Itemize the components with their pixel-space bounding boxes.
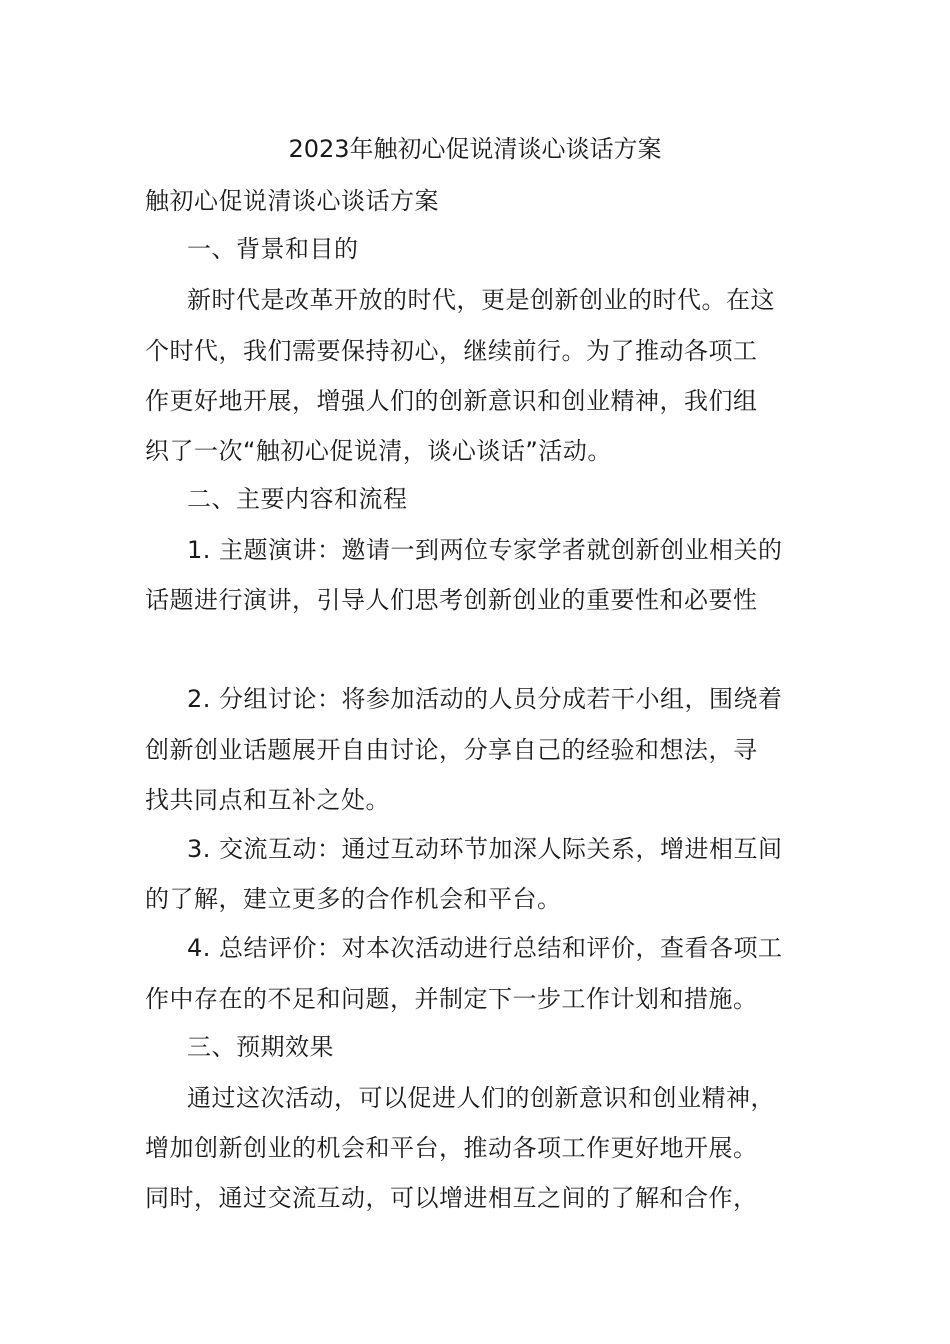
- section-3-heading: 三、预期效果: [187, 1033, 334, 1061]
- paragraph-line: 新时代是改革开放的时代，更是创新创业的时代。在这: [187, 286, 775, 314]
- paragraph-line: 通过这次活动，可以促进人们的创新意识和创业精神，: [187, 1084, 775, 1112]
- paragraph-line: 织了一次“触初心促说清，谈心谈话”活动。: [145, 437, 612, 465]
- section-1-heading: 一、背景和目的: [187, 235, 359, 263]
- list-item-4-line: 4. 总结评价：对本次活动进行总结和评价，查看各项工: [187, 934, 783, 962]
- list-item-3-line: 的了解，建立更多的合作机会和平台。: [145, 885, 562, 913]
- list-item-2-line: 2. 分组讨论：将参加活动的人员分成若干小组，围绕着: [187, 685, 783, 713]
- list-item-2-line: 找共同点和互补之处。: [145, 786, 390, 814]
- document-title: 2023年触初心促说清谈心谈话方案: [288, 135, 662, 163]
- paragraph-line: 作更好地开展，增强人们的创新意识和创业精神，我们组: [145, 387, 758, 415]
- document-subtitle: 触初心促说清谈心谈话方案: [145, 187, 439, 215]
- paragraph-line: 增加创新创业的机会和平台，推动各项工作更好地开展。: [145, 1134, 758, 1162]
- list-item-2-line: 创新创业话题展开自由讨论，分享自己的经验和想法，寻: [145, 736, 758, 764]
- paragraph-line: 同时，通过交流互动，可以增进相互之间的了解和合作，: [145, 1184, 758, 1212]
- list-item-4-line: 作中存在的不足和问题，并制定下一步工作计划和措施。: [145, 985, 758, 1013]
- paragraph-line: 个时代，我们需要保持初心，继续前行。为了推动各项工: [145, 337, 758, 365]
- section-2-heading: 二、主要内容和流程: [187, 485, 408, 513]
- list-item-1-line: 话题进行演讲，引导人们思考创新创业的重要性和必要性: [145, 586, 758, 614]
- list-item-1-line: 1. 主题演讲：邀请一到两位专家学者就创新创业相关的: [187, 536, 783, 564]
- list-item-3-line: 3. 交流互动：通过互动环节加深人际关系，增进相互间: [187, 835, 783, 863]
